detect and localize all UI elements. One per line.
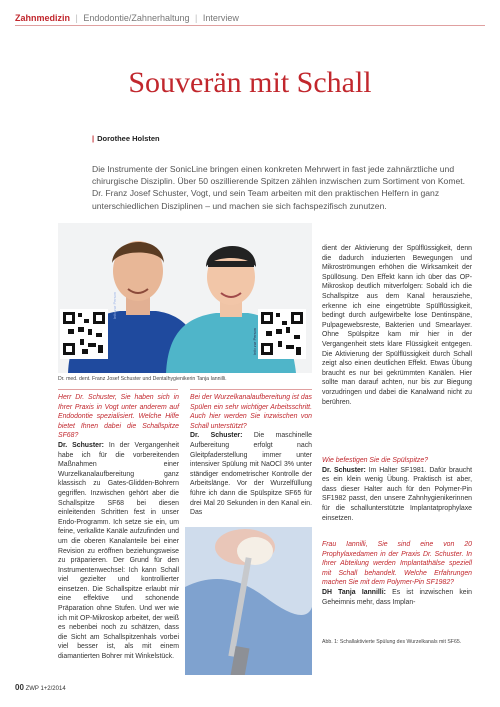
interview-answer: In der Vergangenheit habe ich für die vorbereitenden Maßnahmen einer Wurzelkanalaufbereitung ganz klassisch zu Gates-Glidden-Bohrern gegriffen. Inzwischen gehört aber die Schallspitze SF68 bei diesen einleitenden Schritten fest in unser Endo-Programm. Ich setze sie ein, um feine, verkalkte Kanäle aufzufinden und um die oberen Kanalanteile bei einer Revision zu eröffnen beziehungsweise zu präparieren. Der Grund für den Instrumentenwechsel: Ich kann Schall viel gezielter und kontrollierter einsetzen. Die Schallspitze erlaubt mir eine effektive und schonende Präparation ohne Stufen. Und wer wie ich mit OP-Mikroskop arbeitet, der weiß es nebenbei noch zu schätzen, dass die Sicht am Schallspitzenhals vorbei viel besser ist, als mit einem diamantierten Bohrer mit Winkelstück.	[58, 441, 180, 661]
interview-question: Frau Iannilli, Sie sind eine von 20 Prophylaxedamen in der Praxis Dr. Schuster. In Ihrer Abteilung werden Implantathälse speziell mit Schall behandelt. Welche Erfahrungen machen Sie mit dem Polymer-Pin SF1982?	[322, 541, 472, 587]
column-1	[58, 393, 179, 662]
page-footer	[15, 683, 66, 692]
page-number: 00	[15, 683, 24, 692]
interview-question: Bei der Wurzelkanalaufbereitung ist das Spülen ein sehr wichtiger Arbeitsschritt. Auch hier werden Sie inzwischen von Schall unterstützt?	[190, 394, 312, 430]
article-intro: Die Instrumente der SonicLine bringen einen konkreten Mehrwert in fast jede zahnärztliche und chirurgische Disziplin. Über 50 oszillierende Spitzen zählen inzwischen zum Sortiment von Komet. Dr. Franz Josef Schuster, Vogt, und sein Team arbeiten mit den praktischen Helfern in ganz unterschiedlichen Disziplinen – und machen sie sich fachspezifisch zunutzen.	[92, 164, 466, 211]
interview-question: Wie befestigen Sie die Spülspitze?	[322, 457, 429, 464]
figure-caption: Abb. 1: Schallaktivierte Spülung des Wurzelkanals mit SF65.	[322, 639, 462, 645]
issue-label: ZWP 1+2/2014	[25, 686, 66, 692]
section-label: Zahnmedizin	[15, 13, 71, 23]
breadcrumb-separator: |	[75, 13, 78, 23]
author-name: Dorothee Holsten	[97, 134, 160, 143]
qr-note-left: Info zur Person	[112, 291, 117, 319]
sonic-tip-illustration	[185, 527, 312, 675]
header-divider	[15, 25, 485, 26]
figure-image	[185, 527, 312, 675]
portrait-photo	[58, 223, 312, 373]
author-line	[92, 134, 160, 143]
column-3-qa-2	[322, 456, 472, 523]
qr-note-right: Info zur Person	[252, 327, 257, 355]
breadcrumb-item: Interview	[202, 13, 239, 23]
speaker-label: Dr. Schuster:	[58, 441, 104, 449]
speaker-label: DH Tanja Iannilli:	[322, 588, 386, 596]
speaker-label: Dr. Schuster:	[190, 432, 243, 440]
interview-question: Herr Dr. Schuster, Sie haben sich in Ihrer Praxis in Vogt unter anderem auf Endodontie spezialisiert. Welche Hilfe bietet Ihnen dabei die Schallspitze SF68?	[58, 394, 179, 440]
header-breadcrumb	[15, 13, 239, 23]
qr-code-right[interactable]	[258, 309, 306, 359]
column-2	[190, 393, 312, 518]
interview-answer: Die maschinelle Aufbereitung erfolgt nach Gleitpfaderstellung immer unter intensiver Spülung mit NaOCl 3% unter ständiger endometrischer Kontrolle der Arbeitslänge. Vor der Wurzelfüllung führe ich dann die Spülspitze SF65 für drei Mal 20 Sekunden in den Kanal ein. Das	[190, 432, 312, 517]
article-title: Souverän mit Schall	[128, 66, 372, 99]
column-3	[322, 244, 472, 407]
interview-answer: dient der Aktivierung der Spülflüssigkeit, denn die dadurch induzierten Bewegungen und Mikroströmungen erhöhen die Wirksamkeit der Spüllösung. Den Effekt kann ich über das OP-Mikroskop deutlich mitverfolgen: Sobald ich die Schallspitze aus dem Kanal herausziehe, erkenne ich eine eingetrübte Spülflüssigkeit, bedingt durch aufgewirbelte lose Dentinspäne, Pulpagewebsreste, Bakterien und Smearlayer. Ohne Spülspitze kam mir hier in der Vergangenheit stets klare Flüssigkeit entgegen. Die Aktivierung der Spülflüssigkeit durch Schall zeigt also einen deutlichen Effekt. Etwas Übung braucht es nur bei gekrümmten Kanälen. Hier sollte man darauf achten, nur bis zur Biegung vorzudringen und dabei die Kanalwand nicht zu berühren.	[322, 245, 472, 406]
qr-code-left[interactable]	[60, 309, 108, 359]
photo-caption: Dr. med. dent. Franz Josef Schuster und Dentalhygienikerin Tanja Iannilli.	[58, 376, 227, 382]
interview-answer: Im Halter SF1981. Dafür braucht es ein klein wenig Übung. Praktisch ist aber, dass dieser Halter auch für den Polymer-Pin SF1982 passt, den unsere Zahnhygienikerinnen für die schallunterstützte Implantatprophylaxe einsetzen.	[322, 466, 473, 522]
column-3-qa-3	[322, 540, 472, 607]
breadcrumb-separator: |	[195, 13, 198, 23]
author-marker: |	[92, 134, 95, 143]
speaker-label: Dr. Schuster:	[322, 466, 366, 474]
column-divider	[190, 389, 312, 390]
interview-answer: Es ist inzwischen kein Geheimnis mehr, dass Implan-	[322, 588, 472, 606]
column-divider	[58, 389, 178, 390]
portrait-illustration	[58, 223, 312, 373]
breadcrumb-item: Endodontie/Zahnerhaltung	[83, 13, 190, 23]
